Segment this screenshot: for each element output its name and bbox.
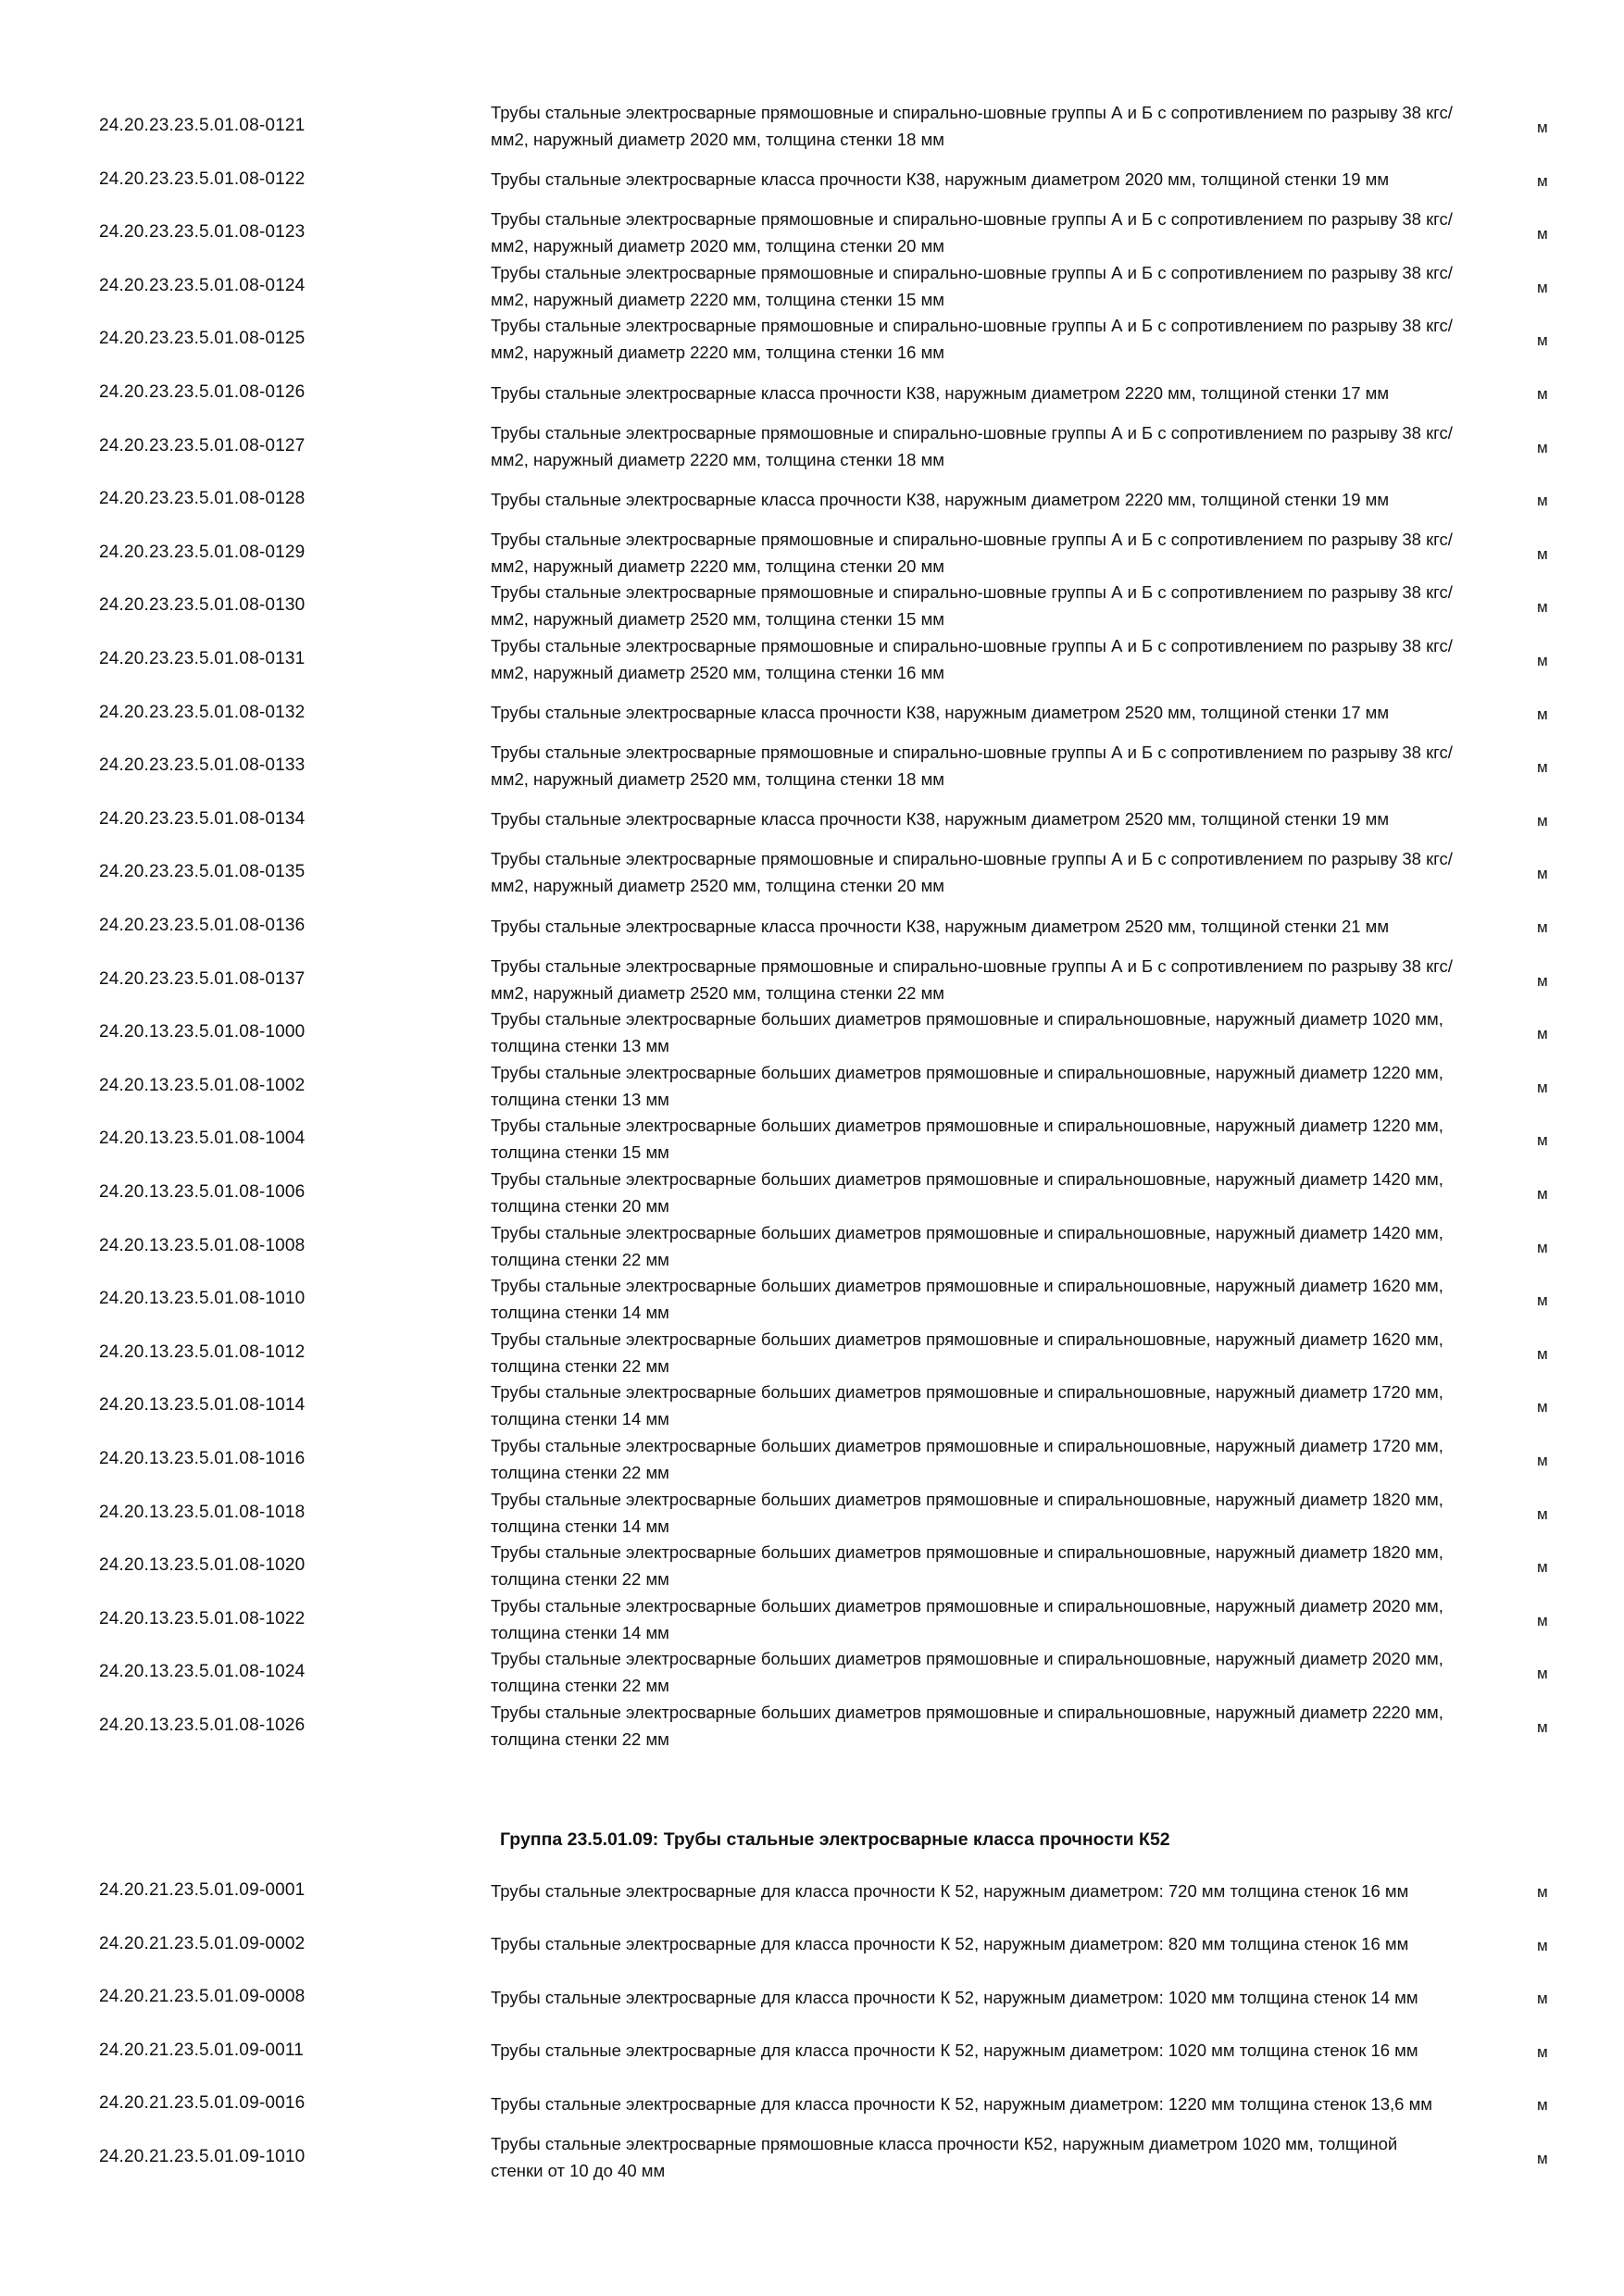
table-row: [0, 1379, 1624, 1432]
item-unit: м: [1537, 971, 1548, 990]
item-code: 24.20.21.23.5.01.09-0008: [99, 1987, 306, 2007]
item-description-text: Трубы стальные электросварные класса прочности К38, наружным диаметром 2520 мм, толщиной стенки 21 мм: [491, 916, 1390, 936]
item-unit: м: [1537, 758, 1548, 777]
item-code: 24.20.23.23.5.01.08-0123: [99, 222, 306, 243]
item-description-text: Трубы стальные электросварные прямошовные и спирально-шовные группы А и Б с сопротивлением по разрыву 38 кгс/мм2, наружный диаметр 2020 мм, толщина стенки 20 мм: [491, 209, 1453, 256]
table-row: [0, 632, 1624, 686]
item-code: 24.20.13.23.5.01.08-1024: [99, 1662, 306, 1682]
item-description-text: Трубы стальные электросварные больших диаметров прямошовные и спиральношовные, наружный диаметр 1220 мм, толщина стенки 13 мм: [491, 1062, 1443, 1109]
table-row: [0, 153, 1624, 206]
item-description: [491, 366, 1454, 419]
item-description: [491, 259, 1454, 313]
table-row: [0, 1917, 1624, 1971]
item-description: [491, 1917, 1454, 1971]
item-description-text: Трубы стальные электросварные больших диаметров прямошовные и спиральношовные, наружный диаметр 1620 мм, толщина стенки 14 мм: [491, 1276, 1443, 1323]
table-row: [0, 1059, 1624, 1113]
item-description: [491, 739, 1454, 792]
item-description-text: Трубы стальные электросварные класса прочности К38, наружным диаметром 2220 мм, толщиной стенки 19 мм: [491, 489, 1390, 509]
item-unit: м: [1537, 1238, 1548, 1256]
group-header: Группа 23.5.01.09: Трубы стальные электросварные класса прочности К52: [500, 1828, 1170, 1850]
item-description: [491, 1486, 1454, 1540]
item-description: [491, 1699, 1454, 1753]
item-description-text: Трубы стальные электросварные прямошовные и спирально-шовные группы А и Б с сопротивлением по разрыву 38 кгс/мм2, наружный диаметр 2520 мм, толщина стенки 20 мм: [491, 849, 1453, 896]
table-row: [0, 1699, 1624, 1753]
item-description: [491, 1539, 1454, 1592]
item-unit: м: [1537, 438, 1548, 456]
item-description: [491, 953, 1454, 1006]
table-row: [0, 1326, 1624, 1379]
item-code: 24.20.21.23.5.01.09-0016: [99, 2093, 306, 2114]
table-row: [0, 2130, 1624, 2184]
item-code: 24.20.23.23.5.01.08-0124: [99, 275, 306, 295]
item-description-text: Трубы стальные электросварные больших диаметров прямошовные и спиральношовные, наружный диаметр 1420 мм, толщина стенки 20 мм: [491, 1169, 1443, 1216]
item-unit: м: [1537, 705, 1548, 723]
item-code: 24.20.13.23.5.01.08-1026: [99, 1716, 306, 1735]
item-unit: м: [1537, 865, 1548, 883]
item-unit: м: [1537, 225, 1548, 243]
item-description: [491, 2077, 1454, 2130]
item-description-text: Трубы стальные электросварные больших диаметров прямошовные и спиральношовные, наружный диаметр 1020 мм, толщина стенки 13 мм: [491, 1009, 1443, 1056]
item-description: [491, 792, 1454, 846]
item-code: 24.20.13.23.5.01.08-1010: [99, 1289, 306, 1309]
item-unit: м: [1537, 1990, 1548, 2008]
item-unit: м: [1537, 598, 1548, 617]
item-code: 24.20.23.23.5.01.08-0128: [99, 489, 306, 509]
item-code: 24.20.21.23.5.01.09-0011: [99, 2040, 305, 2060]
item-description-text: Трубы стальные электросварные прямошовные и спирально-шовные группы А и Б с сопротивлением по разрыву 38 кгс/мм2, наружный диаметр 2220 мм, толщина стенки 20 мм: [491, 529, 1453, 576]
item-unit: м: [1537, 1292, 1548, 1310]
item-description: [491, 2024, 1454, 2078]
item-code: 24.20.13.23.5.01.08-1000: [99, 1022, 306, 1042]
item-description: [491, 2130, 1454, 2184]
item-description-text: Трубы стальные электросварные прямошовные и спирально-шовные группы А и Б с сопротивлением по разрыву 38 кгс/мм2, наружный диаметр 2220 мм, толщина стенки 18 мм: [491, 422, 1453, 469]
item-description: [491, 1432, 1454, 1486]
table-row: [0, 1166, 1624, 1219]
item-description-text: Трубы стальные электросварные больших диаметров прямошовные и спиральношовные, наружный диаметр 1420 мм, толщина стенки 22 мм: [491, 1222, 1443, 1269]
item-code: 24.20.13.23.5.01.08-1008: [99, 1235, 306, 1255]
table-row: [0, 686, 1624, 740]
item-code: 24.20.23.23.5.01.08-0127: [99, 435, 306, 455]
item-description-text: Трубы стальные электросварные прямошовные и спирально-шовные группы А и Б с сопротивлением по разрыву 38 кгс/мм2, наружный диаметр 2520 мм, толщина стенки 22 мм: [491, 955, 1453, 1003]
item-description-text: Трубы стальные электросварные для класса прочности К 52, наружным диаметром: 1020 мм толщина стенок 16 мм: [491, 2040, 1418, 2061]
table-row: [0, 366, 1624, 419]
item-description-text: Трубы стальные электросварные больших диаметров прямошовные и спиральношовные, наружный диаметр 1620 мм, толщина стенки 22 мм: [491, 1329, 1443, 1376]
item-unit: м: [1537, 2042, 1548, 2061]
item-code: 24.20.23.23.5.01.08-0131: [99, 649, 306, 668]
item-code: 24.20.23.23.5.01.08-0121: [99, 116, 306, 135]
table-row: [0, 206, 1624, 259]
item-unit: м: [1537, 1936, 1548, 1954]
item-description: [491, 526, 1454, 580]
item-description: [491, 472, 1454, 526]
table-row: [0, 1219, 1624, 1273]
item-description: [491, 312, 1454, 366]
table-row: [0, 1970, 1624, 2024]
item-description: [491, 206, 1454, 259]
item-unit: м: [1537, 1611, 1548, 1629]
item-unit: м: [1537, 1185, 1548, 1203]
item-code: 24.20.13.23.5.01.08-1006: [99, 1182, 306, 1202]
item-description-text: Трубы стальные электросварные больших диаметров прямошовные и спиральношовные, наружный диаметр 2220 мм, толщина стенки 22 мм: [491, 1703, 1443, 1749]
item-code: 24.20.13.23.5.01.08-1014: [99, 1395, 306, 1416]
item-unit: м: [1537, 1718, 1548, 1736]
item-description: [491, 1326, 1454, 1379]
item-description-text: Трубы стальные электросварные класса прочности К38, наружным диаметром 2220 мм, толщиной стенки 17 мм: [491, 382, 1390, 403]
table-row: [0, 99, 1624, 153]
item-unit: м: [1537, 119, 1548, 136]
table-row: [0, 953, 1624, 1006]
table-row: [0, 1112, 1624, 1166]
table-row: [0, 1864, 1624, 1917]
item-description-text: Трубы стальные электросварные прямошовные и спирально-шовные группы А и Б с сопротивлением по разрыву 38 кгс/мм2, наружный диаметр 2220 мм, толщина стенки 15 мм: [491, 262, 1453, 309]
item-unit: м: [1537, 652, 1548, 669]
item-description-text: Трубы стальные электросварные больших диаметров прямошовные и спиральношовные, наружный диаметр 1720 мм, толщина стенки 14 мм: [491, 1382, 1443, 1429]
item-unit: м: [1537, 544, 1548, 563]
item-description: [491, 1059, 1454, 1113]
table-row: [0, 1486, 1624, 1540]
item-description-text: Трубы стальные электросварные прямошовные и спирально-шовные группы А и Б с сопротивлением по разрыву 38 кгс/мм2, наружный диаметр 2520 мм, толщина стенки 15 мм: [491, 582, 1453, 630]
item-code: 24.20.21.23.5.01.09-0002: [99, 1933, 306, 1953]
item-code: 24.20.23.23.5.01.08-0129: [99, 542, 306, 562]
item-description-text: Трубы стальные электросварные больших диаметров прямошовные и спиральношовные, наружный диаметр 1720 мм, толщина стенки 22 мм: [491, 1436, 1443, 1482]
item-code: 24.20.23.23.5.01.08-0136: [99, 916, 306, 935]
item-description: [491, 899, 1454, 953]
item-description: [491, 1592, 1454, 1646]
table-row: [0, 899, 1624, 953]
item-description: [491, 1005, 1454, 1059]
item-description: [491, 632, 1454, 686]
item-description: [491, 419, 1454, 473]
item-unit: м: [1537, 331, 1548, 350]
item-description-text: Трубы стальные электросварные прямошовные класса прочности К52, наружным диаметром 1020 мм, толщиной стенки от 10 до 40 мм: [491, 2134, 1398, 2180]
item-code: 24.20.23.23.5.01.08-0126: [99, 382, 306, 402]
item-description: [491, 1970, 1454, 2024]
item-description: [491, 1272, 1454, 1326]
item-description-text: Трубы стальные электросварные для класса прочности К 52, наружным диаметром: 1020 мм толщина стенок 14 мм: [491, 1987, 1418, 2007]
item-code: 24.20.23.23.5.01.08-0122: [99, 168, 306, 189]
item-unit: м: [1537, 1883, 1548, 1901]
table-row: [0, 1272, 1624, 1326]
item-code: 24.20.21.23.5.01.09-0001: [99, 1880, 306, 1900]
item-code: 24.20.13.23.5.01.08-1018: [99, 1502, 306, 1522]
item-description-text: Трубы стальные электросварные больших диаметров прямошовные и спиральношовные, наружный диаметр 2020 мм, толщина стенки 22 мм: [491, 1649, 1443, 1696]
item-description-text: Трубы стальные электросварные класса прочности К38, наружным диаметром 2020 мм, толщиной стенки 19 мм: [491, 169, 1390, 190]
table-row: [0, 2024, 1624, 2078]
item-code: 24.20.23.23.5.01.08-0137: [99, 968, 306, 989]
table-row: [0, 1432, 1624, 1486]
item-description-text: Трубы стальные электросварные класса прочности К38, наружным диаметром 2520 мм, толщиной стенки 17 мм: [491, 703, 1390, 723]
item-unit: м: [1537, 171, 1548, 190]
table-row: [0, 1005, 1624, 1059]
table-row: [0, 2077, 1624, 2130]
item-code: 24.20.23.23.5.01.08-0132: [99, 702, 306, 722]
item-unit: м: [1537, 1131, 1548, 1150]
item-unit: м: [1537, 278, 1548, 296]
item-description: [491, 579, 1454, 632]
item-unit: м: [1537, 1078, 1548, 1096]
item-description: [491, 1864, 1454, 1917]
item-code: 24.20.23.23.5.01.08-0130: [99, 595, 306, 616]
item-description: [491, 1645, 1454, 1699]
item-code: 24.20.13.23.5.01.08-1016: [99, 1449, 306, 1468]
item-description: [491, 1219, 1454, 1273]
item-unit: м: [1537, 1025, 1548, 1043]
item-code: 24.20.23.23.5.01.08-0125: [99, 329, 306, 349]
item-code: 24.20.13.23.5.01.08-1002: [99, 1075, 306, 1095]
item-unit: м: [1537, 385, 1548, 403]
item-description-text: Трубы стальные электросварные для класса прочности К 52, наружным диаметром: 820 мм толщина стенок 16 мм: [491, 1934, 1409, 1954]
item-description: [491, 1166, 1454, 1219]
item-code: 24.20.13.23.5.01.08-1004: [99, 1129, 306, 1149]
table-row: [0, 312, 1624, 366]
item-code: 24.20.13.23.5.01.08-1020: [99, 1555, 306, 1576]
table-row: [0, 579, 1624, 632]
item-unit: м: [1537, 1452, 1548, 1469]
table-row: [0, 739, 1624, 792]
item-unit: м: [1537, 2150, 1548, 2167]
item-description: [491, 1112, 1454, 1166]
table-row: [0, 472, 1624, 526]
item-description-text: Трубы стальные электросварные прямошовные и спирально-шовные группы А и Б с сопротивлением по разрыву 38 кгс/мм2, наружный диаметр 2520 мм, толщина стенки 16 мм: [491, 636, 1453, 682]
item-description-text: Трубы стальные электросварные класса прочности К38, наружным диаметром 2520 мм, толщиной стенки 19 мм: [491, 809, 1390, 830]
item-description: [491, 153, 1454, 206]
item-description-text: Трубы стальные электросварные для класса прочности К 52, наружным диаметром: 720 мм толщина стенок 16 мм: [491, 1880, 1409, 1901]
item-description: [491, 845, 1454, 899]
item-code: 24.20.23.23.5.01.08-0135: [99, 862, 306, 882]
table-row: [0, 419, 1624, 473]
item-description: [491, 1379, 1454, 1432]
item-description-text: Трубы стальные электросварные прямошовные и спирально-шовные группы А и Б с сопротивлением по разрыву 38 кгс/мм2, наружный диаметр 2520 мм, толщина стенки 18 мм: [491, 742, 1453, 790]
item-unit: м: [1537, 1344, 1548, 1363]
item-code: 24.20.23.23.5.01.08-0134: [99, 808, 306, 829]
item-code: 24.20.13.23.5.01.08-1022: [99, 1608, 306, 1628]
item-description-text: Трубы стальные электросварные больших диаметров прямошовные и спиральношовные, наружный диаметр 1820 мм, толщина стенки 14 мм: [491, 1489, 1443, 1536]
table-row: [0, 1592, 1624, 1646]
table-row: [0, 845, 1624, 899]
item-unit: м: [1537, 1504, 1548, 1523]
item-unit: м: [1537, 1665, 1548, 1683]
item-unit: м: [1537, 1398, 1548, 1416]
item-code: 24.20.23.23.5.01.08-0133: [99, 755, 306, 776]
item-description-text: Трубы стальные электросварные для класса прочности К 52, наружным диаметром: 1220 мм толщина стенок 13,6 мм: [491, 2093, 1433, 2114]
item-description: [491, 686, 1454, 740]
item-description: [491, 99, 1454, 153]
item-description-text: Трубы стальные электросварные больших диаметров прямошовные и спиральношовные, наружный диаметр 1220 мм, толщина стенки 15 мм: [491, 1116, 1443, 1163]
table-row: [0, 526, 1624, 580]
table-row: [0, 792, 1624, 846]
table-row: [0, 1539, 1624, 1592]
item-code: 24.20.13.23.5.01.08-1012: [99, 1341, 306, 1362]
item-description-text: Трубы стальные электросварные больших диаметров прямошовные и спиральношовные, наружный диаметр 2020 мм, толщина стенки 14 мм: [491, 1595, 1443, 1642]
item-description-text: Трубы стальные электросварные прямошовные и спирально-шовные группы А и Б с сопротивлением по разрыву 38 кгс/мм2, наружный диаметр 2220 мм, толщина стенки 16 мм: [491, 316, 1453, 363]
table-row: [0, 259, 1624, 313]
item-unit: м: [1537, 492, 1548, 510]
item-description-text: Трубы стальные электросварные больших диаметров прямошовные и спиральношовные, наружный диаметр 1820 мм, толщина стенки 22 мм: [491, 1542, 1443, 1590]
item-unit: м: [1537, 1558, 1548, 1577]
item-unit: м: [1537, 918, 1548, 936]
item-unit: м: [1537, 2096, 1548, 2115]
item-unit: м: [1537, 811, 1548, 830]
item-code: 24.20.21.23.5.01.09-1010: [99, 2147, 306, 2166]
item-description-text: Трубы стальные электросварные прямошовные и спирально-шовные группы А и Б с сопротивлением по разрыву 38 кгс/мм2, наружный диаметр 2020 мм, толщина стенки 18 мм: [491, 103, 1453, 149]
table-row: [0, 1645, 1624, 1699]
